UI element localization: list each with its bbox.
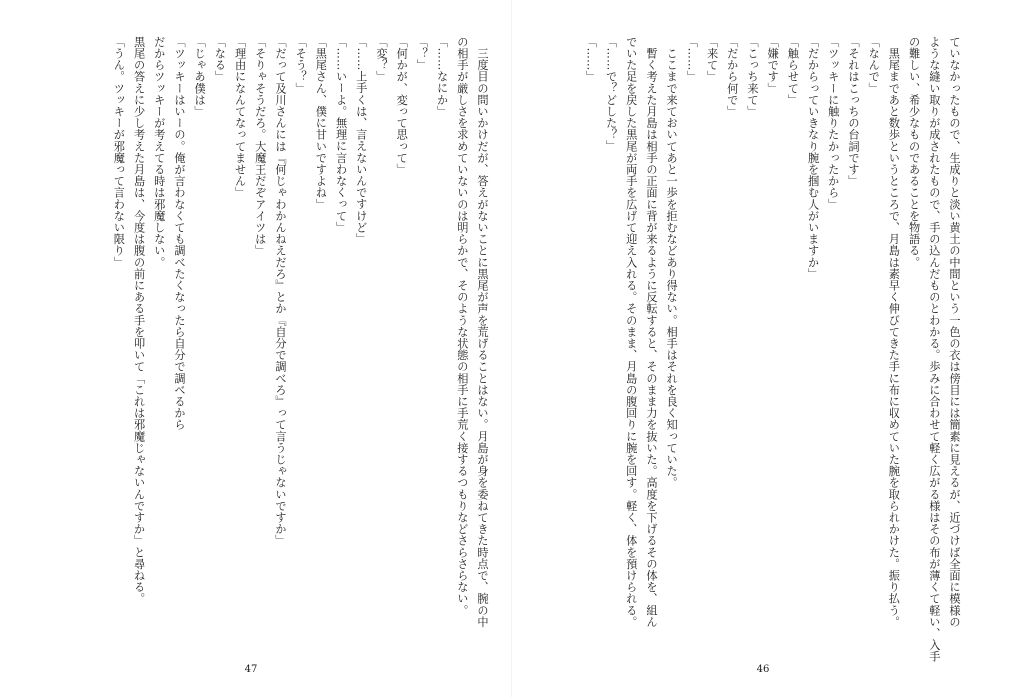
text-line: 「そりゃそうだろ。大魔王だぞアイツは」 bbox=[253, 36, 267, 257]
text-line: 「……なにか」 bbox=[435, 36, 449, 118]
text-line: ここまで来ておいてあと一歩を拒むなどあり得ない。相手はそれを良く知っていた。 bbox=[665, 36, 679, 489]
right-page-number: 46 bbox=[756, 664, 770, 675]
left-page-number: 47 bbox=[244, 664, 258, 675]
text-line: 黒尾の答えに少し考えた月島は、今度は腹の前にある手を叩いて「これは邪魔じゃないんですか」と尋ねる。 bbox=[132, 36, 146, 605]
right-page bbox=[512, 0, 1024, 697]
text-line: 「だって及川さんには『何じゃわかんねえだろ』とか『自分で調べろ』って言うじゃないですか」 bbox=[273, 36, 287, 547]
text-line: 「そう？」 bbox=[294, 36, 308, 94]
text-line: 「……」 bbox=[584, 36, 598, 83]
text-line: 「何かが、変って思って」 bbox=[395, 36, 409, 176]
text-line: 「だからっていきなり腕を掴む人がいますか」 bbox=[806, 36, 820, 280]
text-line: 「じゃあ僕は」 bbox=[193, 36, 207, 118]
text-line: 「だから何で」 bbox=[725, 36, 739, 118]
text-line: ような縫い取りが成されたもので、手の込んだものとわかる。歩みに合わせて軽く広がる様はその布が薄くて軽い、入手 bbox=[927, 36, 941, 663]
text-line: 「なる」 bbox=[213, 36, 227, 83]
text-line: 「……で？どした？」 bbox=[604, 36, 618, 152]
text-line: でいた足を戻した黒尾が両手を広げて迎え入れる。そのまま、月島の腹回りに腕を回す。軽く、体を預けられる。 bbox=[624, 36, 638, 628]
right-page-text bbox=[519, 36, 964, 663]
text-line: 「？」 bbox=[415, 36, 429, 71]
text-line: 黒尾まであと数歩というところで、月島は素早く伸びてきた手に布に収めていた腕を取られかけた。振り払う。 bbox=[887, 36, 901, 628]
text-line: 「嫌です」 bbox=[766, 36, 780, 94]
left-page-text bbox=[32, 36, 492, 656]
text-line: 三度目の問いかけだが、答えがないことに黒尾が声を荒げることはない。月島が身を委ねてきた時点で、腕の中 bbox=[476, 36, 489, 628]
text-line: 「それはこっちの台詞です」 bbox=[846, 36, 860, 187]
text-line: 「ツッキーに触りたかったから」 bbox=[826, 36, 840, 210]
text-line: 「来て」 bbox=[705, 36, 719, 83]
text-line: 「黒尾さん、僕に甘いですよね」 bbox=[314, 36, 328, 210]
text-line: 「ツッキーはいーの。俺が言わなくても調べたくなったら自分で調べるから bbox=[172, 36, 186, 431]
text-line: 「変？」 bbox=[374, 36, 388, 83]
text-line: 「……上手くは、言えないんですけど」 bbox=[354, 36, 368, 245]
text-line: 「……」 bbox=[685, 36, 699, 83]
text-line: 「うん。ツッキーが邪魔って言わない限り」 bbox=[112, 36, 126, 268]
text-line: の難しい、希少なものであることを物語る。 bbox=[907, 36, 921, 268]
text-line: 「触らせて」 bbox=[786, 36, 800, 106]
text-line: 「……いーよ。無理に言わなくって」 bbox=[334, 36, 348, 234]
text-line: 「理由になんてなってません」 bbox=[233, 36, 247, 199]
text-line: 「なんで」 bbox=[867, 36, 881, 94]
text-line: だからツッキーが考えてる時は邪魔しない。 bbox=[152, 36, 166, 268]
text-line: 「こっち来て」 bbox=[745, 36, 759, 118]
text-line: ていなかったもので、生成りと淡い黄土の中間という一色の衣は傍目には簡素に見えるが、近づけば全面に模様の bbox=[948, 36, 961, 628]
text-line: の相手が厳しさを求めていないのは明らかで、そのような状態の相手に手荒く接するつもりなどさらさらない。 bbox=[455, 36, 469, 616]
text-line: 暫く考えた月島は相手の正面に背が来るように反転すると、そのまま力を抜いた。高度を下げるその体を、組ん bbox=[644, 36, 658, 628]
